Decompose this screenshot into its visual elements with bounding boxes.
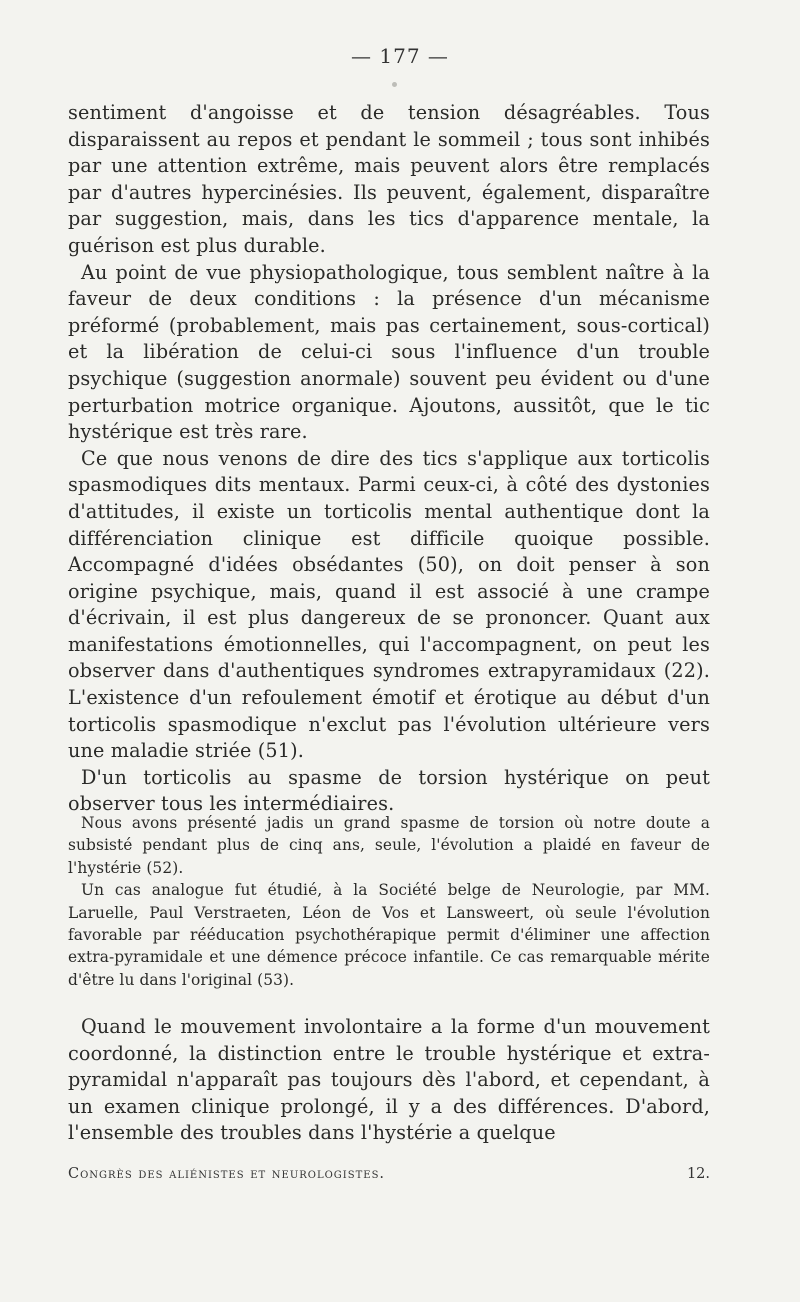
page-number: — 177 — bbox=[351, 44, 449, 68]
closing-text bbox=[68, 1014, 710, 1147]
note-paragraph: Un cas analogue fut étudié, à la Société belge de Neurologie, par MM. Laruelle, Paul Verstraeten, Léon de Vos et Lansweert, où seule l'évolution favorable par rééducation psychothérapique permit d'éliminer une affection extra-pyramidale et une démence précoce infantile. Ce cas remarquable mérite d'être lu dans l'original (53). bbox=[68, 881, 710, 989]
case-notes bbox=[68, 812, 710, 991]
paragraph: Quand le mouvement involontaire a la forme d'un mouvement coordonné, la distinction entre le trouble hystérique et extra-pyramidal n'apparaît pas toujours dès l'abord, et cependant, à un examen clinique prolongé, il y a des différences. D'abord, l'ensemble des troubles dans l'hystérie a quelque bbox=[68, 1015, 710, 1145]
ink-speck bbox=[392, 82, 397, 87]
signature-mark: Congrès des aliénistes et neurologistes. bbox=[68, 1166, 386, 1182]
note-paragraph: Nous avons présenté jadis un grand spasme de torsion où notre doute a subsisté pendant plus de cinq ans, seule, l'évolution a plaidé en faveur de l'hystérie (52). bbox=[68, 814, 710, 877]
page-footer bbox=[68, 1166, 710, 1182]
sheet-number: 12. bbox=[686, 1166, 710, 1182]
paragraph: Ce que nous venons de dire des tics s'applique aux torticolis spasmodiques dits mentaux. Parmi ceux-ci, à côté des dystonies d'attitudes, il existe un torticolis mental authentique dont la différenciation clinique est difficile quoique possible. Accompagné d'idées obsédantes (50), on doit penser à son origine psychique, mais, quand il est associé à une crampe d'écrivain, il est plus dangereux de se prononcer. Quant aux manifestations émotionnelles, qui l'accompagnent, on peut les observer dans d'authentiques syndromes extrapyramidaux (22). L'existence d'un refoulement émotif et érotique au début d'un torticolis spasmodique n'exclut pas l'évolution ultérieure vers une maladie striée (51). bbox=[68, 446, 710, 763]
paragraph: Au point de vue physiopathologique, tous semblent naître à la faveur de deux conditions : la présence d'un mécanisme préformé (probablement, mais pas certainement, sous-cortical) et la libération de celui-ci sous l'influence d'un trouble psychique (suggestion anormale) souvent peu évident ou d'une perturbation motrice organique. Ajoutons, aussitôt, que le tic hystérique est très rare. bbox=[68, 260, 710, 444]
paragraph: sentiment d'angoisse et de tension désagréables. Tous disparaissent au repos et pendant le sommeil ; tous sont inhibés par une attention extrême, mais peuvent alors être remplacés par d'autres hypercinésies. Ils peuvent, également, disparaître par suggestion, mais, dans les tics d'apparence mentale, la guérison est plus durable. bbox=[68, 101, 710, 257]
paragraph: D'un torticolis au spasme de torsion hystérique on peut observer tous les intermédiaires. bbox=[68, 765, 710, 816]
main-text bbox=[68, 100, 710, 818]
